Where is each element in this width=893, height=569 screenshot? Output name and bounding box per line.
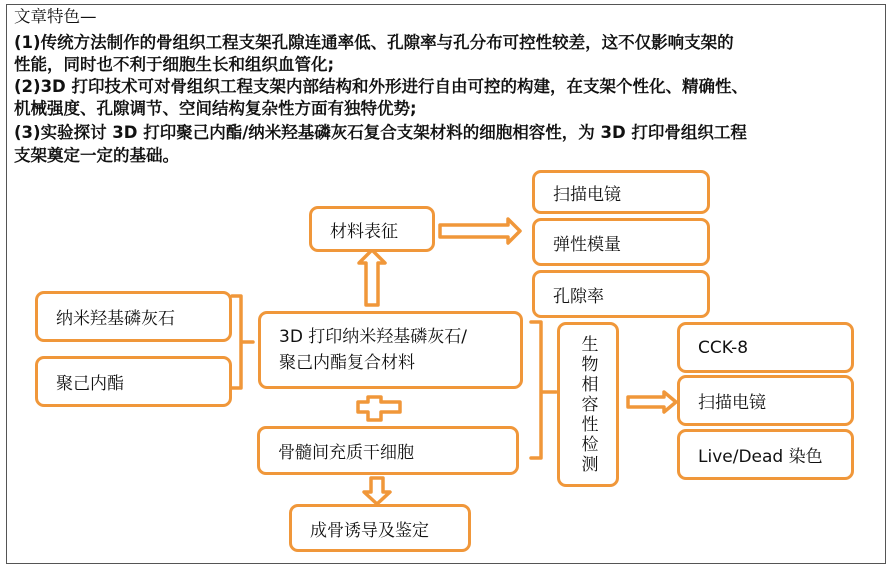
feature-line-6: 支架奠定一定的基础。 [14,146,179,165]
stem-cells-box: 骨髓间充质干细胞 [257,426,519,475]
feature-line-2: 性能，同时也不利于细胞生长和组织血管化; [14,55,335,74]
porosity-box: 孔隙率 [532,270,710,318]
composite-line-2: 聚己内酯复合材料 [279,353,415,373]
sem-cell-box: 扫描电镜 [677,375,854,426]
arrow-right-biocompat [628,392,676,412]
characterization-box: 材料表征 [309,206,435,252]
arrow-up-characterization [359,250,385,305]
feature-line-1: (1)传统方法制作的骨组织工程支架孔隙连通率低、孔隙率与孔分布可控性较差，这不仅影响支架的 [14,33,734,52]
composite-bracket [531,322,556,458]
composite-line-1: 3D 打印纳米羟基磷灰石/ [279,327,468,347]
arrow-right-characterization [440,219,520,243]
feature-line-4: 机械强度、孔隙调节、空间结构复杂性方面有独特优势; [14,99,417,118]
osteogenic-box: 成骨诱导及鉴定 [289,504,471,552]
sem-box: 扫描电镜 [532,170,710,214]
plus-sign [358,397,400,420]
feature-line-5: (3)实验探讨 3D 打印聚己内酯/纳米羟基磷灰石复合支架材料的细胞相容性，为 3D 打印骨组织工程 [14,123,747,142]
cck8-box: CCK-8 [677,322,854,373]
arrow-down-osteogenic [364,478,390,504]
biocompatibility-box: 生物相容性检测 [557,322,619,487]
polycaprolactone-box: 聚己内酯 [35,356,232,407]
composite-material-box [258,311,523,389]
elastic-modulus-box: 弹性模量 [532,218,710,266]
features-title: 文章特色— [14,7,97,26]
inputs-bracket [232,296,253,388]
live-dead-box: Live/Dead 染色 [677,429,854,480]
hydroxyapatite-box: 纳米羟基磷灰石 [35,291,232,342]
feature-line-3: (2)3D 打印技术可对骨组织工程支架内部结构和外形进行自由可控的构建，在支架个性化、精确性、 [14,77,748,96]
